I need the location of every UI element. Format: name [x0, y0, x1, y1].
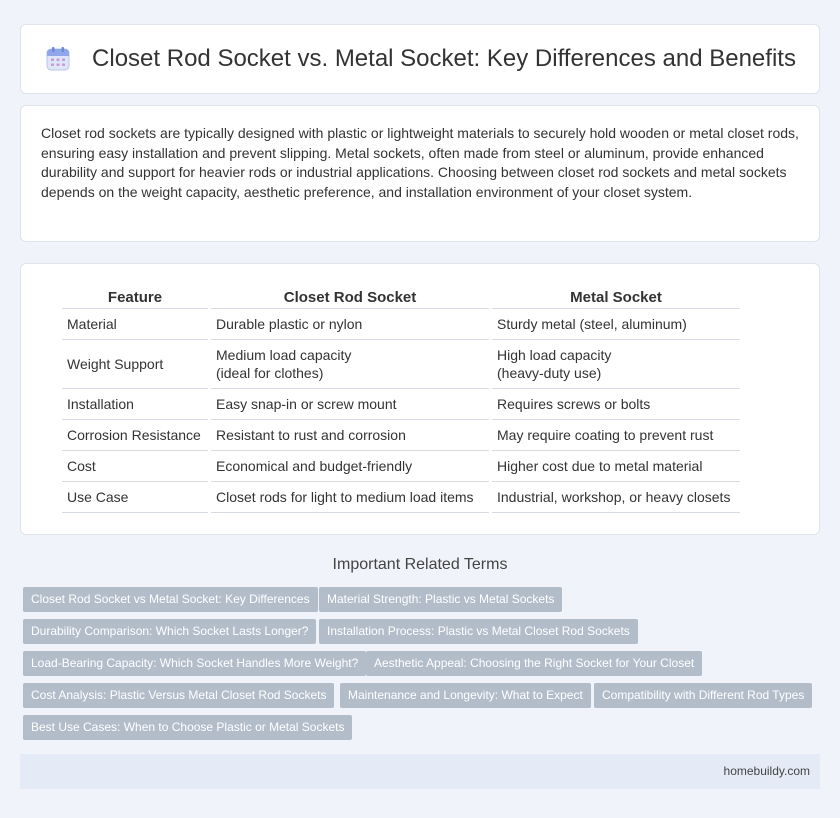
related-term-tag[interactable]: Durability Comparison: Which Socket Lasts Longer?	[23, 619, 316, 644]
closet-cell: Easy snap-in or screw mount	[211, 389, 489, 420]
feature-cell: Use Case	[62, 482, 208, 513]
page-title: Closet Rod Socket vs. Metal Socket: Key Differences and Benefits	[92, 45, 796, 72]
comparison-card	[20, 263, 820, 535]
related-term-tag[interactable]: Best Use Cases: When to Choose Plastic or Metal Sockets	[23, 715, 352, 740]
footer	[20, 754, 820, 789]
related-term-tag[interactable]: Material Strength: Plastic vs Metal Sockets	[319, 587, 562, 612]
feature-cell: Weight Support	[62, 340, 208, 389]
feature-cell: Installation	[62, 389, 208, 420]
feature-cell: Material	[62, 309, 208, 340]
metal-cell: Industrial, workshop, or heavy closets	[492, 482, 740, 513]
table-row	[62, 420, 740, 451]
title-card	[20, 24, 820, 94]
metal-cell: Requires screws or bolts	[492, 389, 740, 420]
feature-cell: Cost	[62, 451, 208, 482]
metal-cell-line: High load capacity	[497, 347, 612, 363]
header-closet-rod-socket: Closet Rod Socket	[211, 284, 489, 309]
related-term-tag[interactable]: Maintenance and Longevity: What to Expect	[340, 683, 591, 708]
related-terms-title: Important Related Terms	[332, 556, 508, 573]
closet-cell: Closet rods for light to medium load items	[211, 482, 489, 513]
related-term-tag[interactable]: Aesthetic Appeal: Choosing the Right Socket for Your Closet	[366, 651, 702, 676]
related-term-tag[interactable]: Compatibility with Different Rod Types	[594, 683, 812, 708]
table-row	[62, 309, 740, 340]
closet-cell	[211, 340, 489, 389]
closet-cell: Resistant to rust and corrosion	[211, 420, 489, 451]
closet-cell: Durable plastic or nylon	[211, 309, 489, 340]
footer-site[interactable]: homebuildy.com	[723, 764, 810, 778]
table-row	[62, 389, 740, 420]
metal-cell-line: (heavy-duty use)	[497, 365, 602, 381]
table-row	[62, 340, 740, 389]
related-term-tag[interactable]: Closet Rod Socket vs Metal Socket: Key Differences	[23, 587, 318, 612]
metal-cell: Sturdy metal (steel, aluminum)	[492, 309, 740, 340]
table-row	[62, 482, 740, 513]
closet-cell-line: (ideal for clothes)	[216, 365, 324, 381]
comparison-table	[59, 284, 743, 513]
calendar-icon	[44, 45, 72, 73]
table-header-row	[62, 284, 740, 309]
related-term-tag[interactable]: Cost Analysis: Plastic Versus Metal Closet Rod Sockets	[23, 683, 334, 708]
intro-card	[20, 105, 820, 242]
closet-cell-line: Medium load capacity	[216, 347, 352, 363]
table-row	[62, 451, 740, 482]
header-metal-socket: Metal Socket	[492, 284, 740, 309]
related-term-tag[interactable]: Load-Bearing Capacity: Which Socket Handles More Weight?	[23, 651, 366, 676]
intro-paragraph: Closet rod sockets are typically designed with plastic or lightweight materials to securely hold wooden or metal closet rods, ensuring easy installation and prevent slipping. Metal sockets, often made from steel or aluminum, provide enhanced durability and support for heavier rods or industrial applications. Choosing between closet rod sockets and metal sockets depends on the weight capacity, aesthetic preference, and installation environment of your closet system.	[41, 125, 799, 200]
header-feature: Feature	[62, 284, 208, 309]
closet-cell: Economical and budget-friendly	[211, 451, 489, 482]
metal-cell	[492, 340, 740, 389]
metal-cell: Higher cost due to metal material	[492, 451, 740, 482]
feature-cell: Corrosion Resistance	[62, 420, 208, 451]
metal-cell: May require coating to prevent rust	[492, 420, 740, 451]
related-term-tag[interactable]: Installation Process: Plastic vs Metal Closet Rod Sockets	[319, 619, 638, 644]
